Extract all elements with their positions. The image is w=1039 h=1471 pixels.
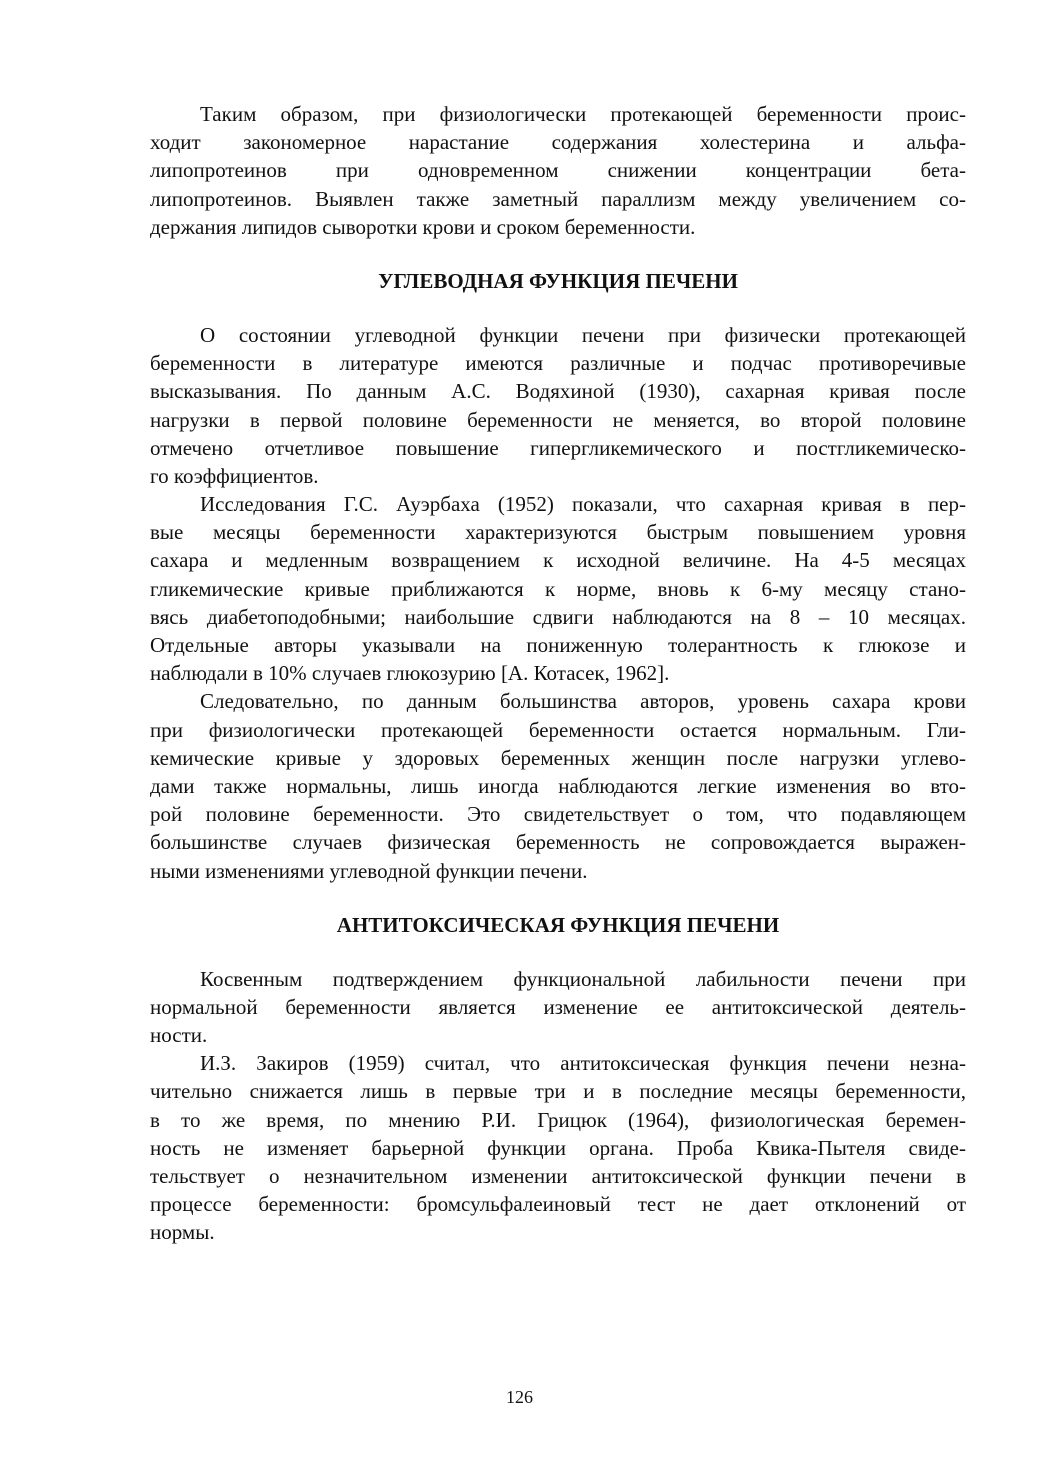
- text-line: держания липидов сыворотки крови и сроком беременности.: [150, 214, 696, 239]
- text-line: ность не изменяет барьерной функции органа. Проба Квика-Пытеля свиде-: [150, 1135, 966, 1160]
- text-line: нагрузки в первой половине беременности не меняется, во второй половине: [150, 407, 966, 432]
- section-heading-antitoxic: АНТИТОКСИЧЕСКАЯ ФУНКЦИЯ ПЕЧЕНИ: [336, 912, 780, 937]
- text-line: ными изменениями углеводной функции печени.: [150, 858, 588, 883]
- text-line: липопротеинов при одновременном снижении концентрации бета-: [150, 158, 966, 183]
- text-line: рой половине беременности. Это свидетельствует о том, что подавляющем: [150, 802, 966, 827]
- text-line: ходит закономерное нарастание содержания холестерина и альфа-: [150, 130, 966, 155]
- text-line: в то же время, по мнению Р.И. Грицюк (1964), физиологическая беремен-: [150, 1107, 966, 1132]
- text-line: кемические кривые у здоровых беременных женщин после нагрузки углево-: [150, 745, 966, 770]
- text-line: Исследования Г.С. Ауэрбаха (1952) показали, что сахарная кривая в пер-: [200, 492, 966, 517]
- text-line: нормальной беременности является изменение ее антитоксической деятель-: [150, 994, 966, 1019]
- text-line: липопротеинов. Выявлен также заметный параллизм между увеличением со-: [150, 186, 966, 211]
- paragraph-antitoxic-1: [150, 965, 966, 1050]
- text-line: вясь диабетоподобными; наибольшие сдвиги наблюдаются на 8 – 10 месяцах.: [150, 604, 966, 629]
- text-line: вые месяцы беременности характеризуются быстрым повышением уровня: [150, 520, 966, 545]
- paragraph-lipids: [150, 100, 966, 241]
- text-line: И.З. Закиров (1959) считал, что антитоксическая функция печени незна-: [200, 1051, 966, 1076]
- text-line: большинстве случаев физическая беременность не сопровождается выражен-: [150, 830, 966, 855]
- text-line: нормы.: [150, 1220, 215, 1245]
- paragraph-antitoxic-2: [150, 1049, 966, 1246]
- page-number: 126: [506, 1387, 533, 1407]
- section-heading-carbohydrate: УГЛЕВОДНАЯ ФУНКЦИЯ ПЕЧЕНИ: [378, 268, 738, 293]
- text-line: О состоянии углеводной функции печени при физически протекающей: [200, 322, 966, 347]
- paragraph-carbohydrate-2: [150, 490, 966, 687]
- text-line: отмечено отчетливое повышение гипергликемического и постгликемическо-: [150, 435, 966, 460]
- text-line: чительно снижается лишь в первые три и в последние месяцы беременности,: [150, 1079, 966, 1104]
- page-content: [150, 100, 966, 1247]
- text-line: го коэффициентов.: [150, 463, 319, 488]
- text-line: Отдельные авторы указывали на пониженную толерантность к глюкозе и: [150, 633, 966, 657]
- text-line: Следовательно, по данным большинства авторов, уровень сахара крови: [200, 689, 966, 714]
- text-line: при физиологически протекающей беременности остается нормальным. Гли-: [150, 717, 966, 742]
- text-line: дами также нормальны, лишь иногда наблюдаются легкие изменения во вто-: [150, 773, 966, 798]
- text-line: беременности в литературе имеются различные и подчас противоречивые: [150, 351, 966, 376]
- text-line: Косвенным подтверждением функциональной лабильности печени при: [200, 966, 966, 991]
- text-line: процессе беременности: бромсульфалеиновый тест не дает отклонений от: [150, 1192, 966, 1217]
- text-line: наблюдали в 10% случаев глюкозурию [А. Котасек, 1962].: [150, 661, 670, 686]
- text-line: гликемические кривые приближаются к норме, вновь к 6-му месяцу стано-: [150, 576, 966, 601]
- text-line: тельствует о незначительном изменении антитоксической функции печени в: [150, 1164, 966, 1188]
- text-line: Таким образом, при физиологически протекающей беременности проис-: [200, 102, 966, 126]
- text-line: сахара и медленным возвращением к исходной величине. На 4-5 месяцах: [150, 548, 966, 573]
- text-line: ности.: [150, 1023, 208, 1048]
- text-line: высказывания. По данным А.С. Водяхиной (1930), сахарная кривая после: [150, 379, 966, 404]
- paragraph-carbohydrate-3: [150, 687, 966, 884]
- paragraph-carbohydrate-1: [150, 321, 966, 490]
